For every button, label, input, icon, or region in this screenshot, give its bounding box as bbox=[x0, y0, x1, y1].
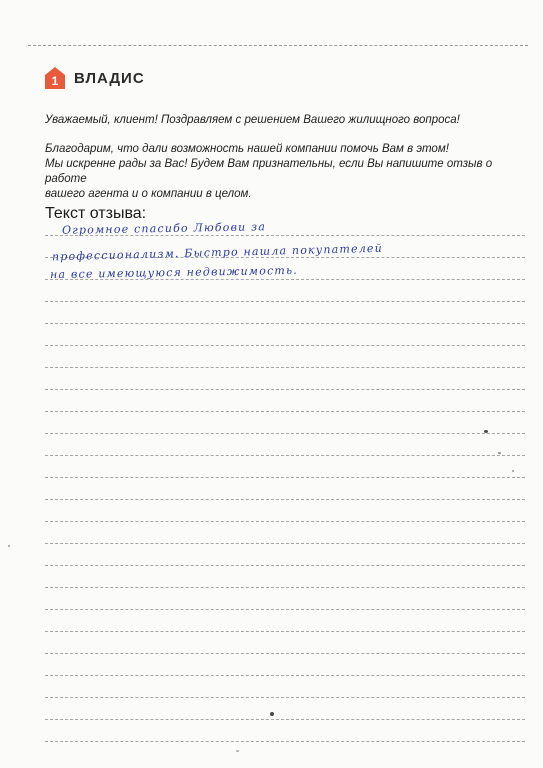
ruled-line bbox=[45, 521, 525, 522]
ruled-line bbox=[45, 631, 525, 632]
ruled-line bbox=[45, 389, 525, 390]
handwritten-review-line: профессионализм. Быстро нашла покупателей bbox=[51, 241, 384, 264]
review-heading: Текст отзыва: bbox=[45, 205, 147, 222]
ruled-line bbox=[45, 741, 525, 742]
company-logo bbox=[44, 66, 145, 90]
ruled-line bbox=[45, 433, 525, 434]
ruled-line bbox=[45, 477, 525, 478]
ruled-line bbox=[45, 301, 525, 302]
greeting-text: Уважаемый, клиент! Поздравляем с решением Вашего жилищного вопроса! bbox=[45, 114, 460, 126]
scan-speck bbox=[236, 750, 239, 752]
ruled-line bbox=[45, 455, 525, 456]
scan-speck bbox=[512, 470, 514, 472]
ruled-line bbox=[45, 697, 525, 698]
ruled-line bbox=[45, 675, 525, 676]
ruled-line bbox=[45, 653, 525, 654]
handwritten-review-line: на все имеющуюся недвижимость. bbox=[49, 263, 299, 282]
house-logo-icon bbox=[44, 66, 66, 90]
logo-badge-number: 1 bbox=[51, 74, 59, 88]
ruled-line bbox=[45, 323, 525, 324]
ruled-line bbox=[45, 609, 525, 610]
top-cut-line bbox=[28, 45, 528, 46]
ruled-line bbox=[45, 499, 525, 500]
thanks-line: вашего агента и о компании в целом. bbox=[45, 188, 252, 200]
ruled-line bbox=[45, 543, 525, 544]
scan-speck bbox=[498, 452, 501, 454]
thanks-line: Мы искренне рады за Вас! Будем Вам признательны, если Вы напишите отзыв о работе bbox=[45, 158, 493, 185]
thanks-line: Благодарим, что дали возможность нашей компании помочь Вам в этом! bbox=[45, 143, 449, 155]
brand-name: ВЛАДИС bbox=[74, 69, 145, 87]
ruled-line bbox=[45, 587, 525, 588]
ruled-line bbox=[45, 565, 525, 566]
scan-speck bbox=[270, 712, 274, 716]
ruled-line bbox=[45, 719, 525, 720]
thanks-paragraph bbox=[45, 142, 525, 202]
ruled-line bbox=[45, 411, 525, 412]
ruled-line bbox=[45, 345, 525, 346]
handwritten-review-line: Огромное спасибо Любови за bbox=[61, 220, 267, 237]
scan-speck bbox=[484, 430, 488, 433]
scan-speck bbox=[8, 545, 10, 547]
ruled-line bbox=[45, 367, 525, 368]
